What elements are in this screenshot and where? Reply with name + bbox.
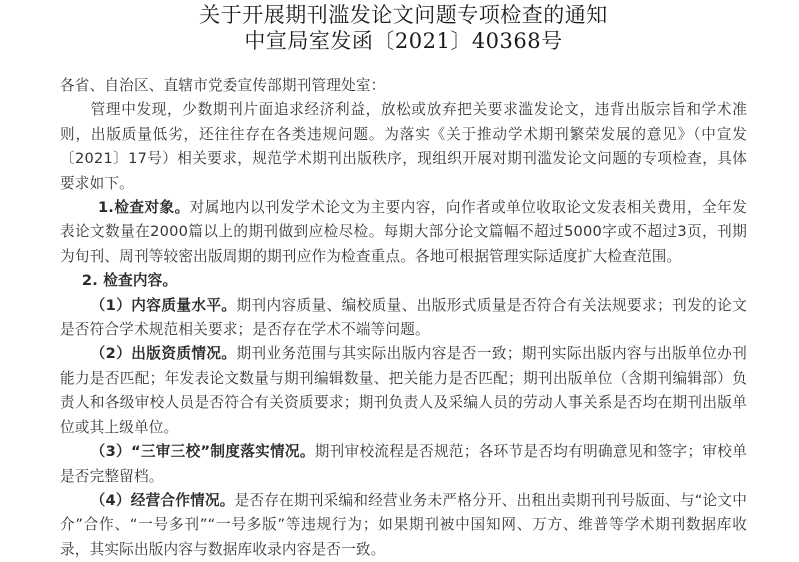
item-3-heading: （3）“三审三校”制度落实情况。 <box>90 443 315 461</box>
item-1-heading: （1）内容质量水平。 <box>90 296 237 314</box>
item-3-paragraph <box>60 440 747 489</box>
item-4-text: 是否存在期刊采编和经营业务未严格分开、出租出卖期刊刊号版面、与“论文中介”合作、“一号多刊”“一号多版”等违规行为；如果期刊被中国知网、万方、维普等学术期刊数据库收录，其实际出版内容与数据库收录内容是否一致。 <box>60 491 747 558</box>
item-2-heading: （2）出版资质情况。 <box>90 345 237 363</box>
document-number: 中宣局室发函〔2021〕40368号 <box>244 29 563 53</box>
item-1-paragraph <box>60 294 747 343</box>
item-2-text: 期刊业务范围与其实际出版内容是否一致；期刊实际出版内容与出版单位办刊能力是否匹配；年发表论文数量与期刊编辑数量、把关能力是否匹配；期刊出版单位（含期刊编辑部）负责人和各级审校人员是否符合有关资质要求；期刊负责人及采编人员的劳动人事关系是否均在期刊出版单位或其上级单位。 <box>60 345 747 436</box>
item-1-text: 期刊内容质量、编校质量、出版形式质量是否符合有关法规要求；刊发的论文是否符合学术规范相关要求；是否存在学术不端等问题。 <box>60 296 747 339</box>
section-2-paragraph <box>60 269 747 293</box>
intro-paragraph: 管理中发现，少数期刊片面追求经济利益，放松或放弃把关要求滥发论文，违背出版宗旨和学术准则，出版质量低劣，还往往存在各类违规问题。为落实《关于推动学术期刊繁荣发展的意见》（中宣发〔2021〕17号）相关要求，规范学术期刊出版秩序，现组织开展对期刊滥发论文问题的专项检查，具体要求如下。 <box>60 101 747 192</box>
document-title: 关于开展期刊滥发论文问题专项检查的通知 <box>199 3 608 27</box>
item-3-text: 期刊审校流程是否规范；各环节是否均有明确意见和签字；审校单是否完整留档。 <box>60 443 747 485</box>
item-4-heading: （4）经营合作情况。 <box>90 491 235 509</box>
section-1-paragraph <box>60 196 747 269</box>
item-2-paragraph <box>60 342 747 440</box>
section-1-heading: 1.检查对象。 <box>97 199 190 217</box>
title-block <box>60 2 747 54</box>
addressee: 各省、自治区、直辖市党委宣传部期刊管理处室： <box>60 77 386 94</box>
section-2-heading: 2. 检查内容。 <box>81 272 178 290</box>
section-1-text: 对属地内以刊发学术论文为主要内容，向作者或单位收取论文发表相关费用，全年发表论文数量在2000篇以上的期刊做到应检尽检。每期大部分论文篇幅不超过5000字或不超过3页，刊期为旬刊、周刊等较密出版周期的期刊应作为检查重点。各地可根据管理实际适度扩大检查范围。 <box>60 199 747 265</box>
item-4-paragraph <box>60 489 747 562</box>
